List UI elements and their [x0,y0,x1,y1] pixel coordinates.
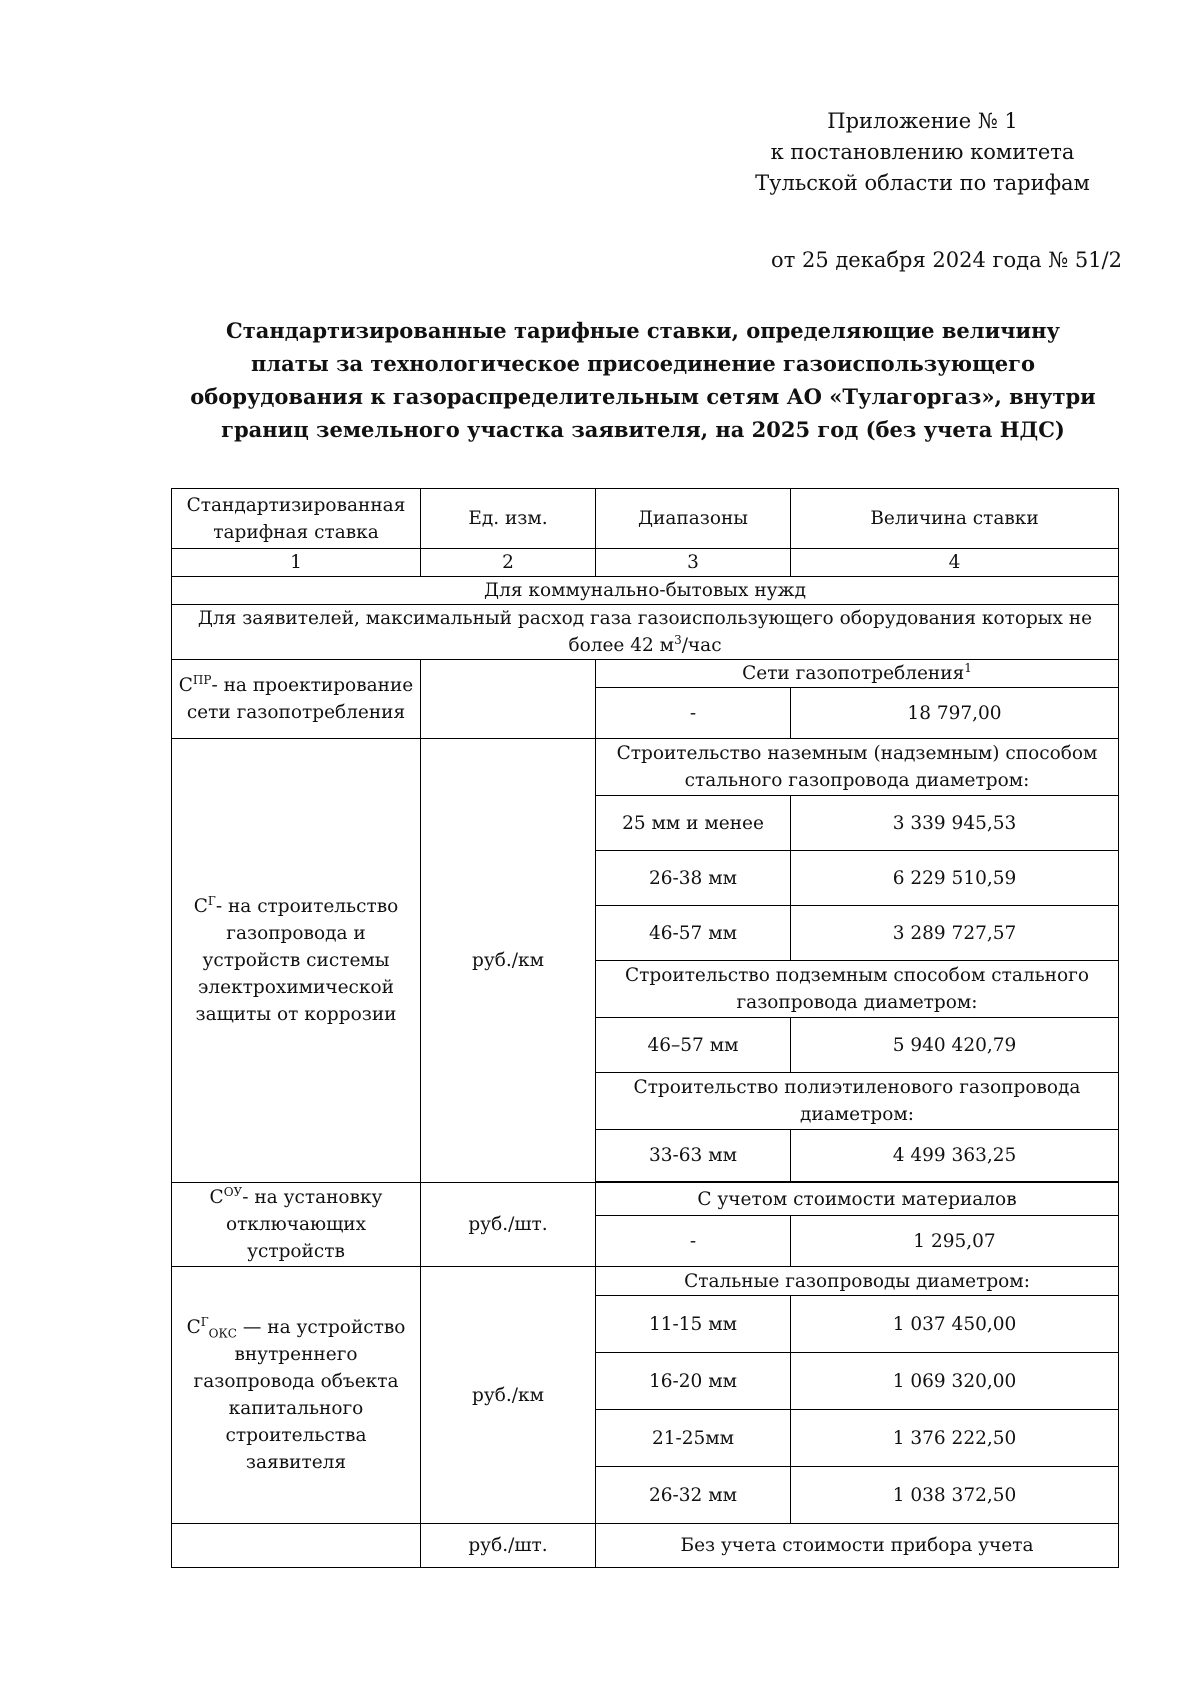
group-label: Сети газопотребления [742,663,965,684]
col-number-4: 4 [791,549,1119,577]
title-line-4: границ земельного участка заявителя, на 2025 год (без учета НДС) [221,417,1065,442]
unit-cg: руб./км [421,739,596,1183]
value-cell: 1 295,07 [791,1216,1119,1267]
table-row [172,660,1119,688]
document-title [160,314,1126,446]
subsection-unit-tail: /час [681,635,722,656]
title-line-1: Стандартизированные тарифные ставки, определяющие величину [226,318,1060,343]
range-cell: 11-15 мм [596,1296,791,1353]
rate-superscript: ОУ [223,1184,243,1199]
header-rate: Стандартизированная тарифная ставка [172,489,421,549]
appendix-number: Приложение № 1 [827,109,1018,133]
value-cell: 1 038 372,50 [791,1467,1119,1524]
subsection-row [172,605,1119,660]
value-cell: 3 339 945,53 [791,796,1119,851]
range-cell: 16-20 мм [596,1353,791,1410]
rate-subscript: ОКС [208,1326,237,1341]
subsection-text: Для заявителей, максимальный расход газа газоиспользующего оборудования которых не более 42 м [197,608,1093,656]
value-cell: 18 797,00 [791,688,1119,739]
value-cell: 1 069 320,00 [791,1353,1119,1410]
rate-coks [172,1267,421,1524]
unit-last: руб./шт. [421,1524,596,1568]
range-cell: - [596,1216,791,1267]
rate-description: - на строительство газопровода и устройств системы электрохимической защиты от коррозии [195,896,399,1025]
rate-superscript: ПР [192,672,212,687]
range-cell: 25 мм и менее [596,796,791,851]
value-cell: 1 037 450,00 [791,1296,1119,1353]
group-last: Без учета стоимости прибора учета [596,1524,1119,1568]
range-cell: 26-38 мм [596,851,791,906]
table-row [172,1524,1119,1568]
header-range: Диапазоны [596,489,791,549]
title-line-2: платы за технологическое присоединение газоиспользующего [250,351,1036,376]
rate-description: — на устройство внутреннего газопровода объекта капитального строительства заявителя [193,1317,406,1473]
subsection-applicants [172,605,1119,660]
section-row [172,577,1119,605]
value-cell: 3 289 727,57 [791,906,1119,961]
group-cg-2: Строительство подземным способом стального газопровода диаметром: [596,961,1119,1018]
rate-symbol: С [186,1317,201,1338]
table-row [172,739,1119,796]
header-value: Величина ставки [791,489,1119,549]
rate-superscript: Г [200,1314,209,1329]
rate-superscript: Г [207,893,216,908]
tariff-table [171,488,1119,1568]
rate-symbol: С [178,675,193,696]
rate-empty-cell [172,1524,421,1568]
range-cell: 26-32 мм [596,1467,791,1524]
unit-coks: руб./км [421,1267,596,1524]
table-header-row [172,489,1119,549]
appendix-header [700,106,1145,199]
appendix-committee: Тульской области по тарифам [755,171,1090,195]
rate-cou [172,1183,421,1267]
range-cell: 21-25мм [596,1410,791,1467]
appendix-resolution: к постановлению комитета [770,140,1075,164]
section-household: Для коммунально-бытовых нужд [172,577,1119,605]
rate-cpr [172,660,421,739]
group-cg-3: Строительство полиэтиленового газопровода диаметром: [596,1073,1119,1130]
rate-description: - на установку отключающих устройств [225,1187,383,1262]
rate-description: - на проектирование сети газопотребления [186,675,414,723]
group-cpr [596,660,1119,688]
range-cell: - [596,688,791,739]
header-unit: Ед. изм. [421,489,596,549]
col-number-2: 2 [421,549,596,577]
table-row [172,1183,1119,1216]
resolution-date: от 25 декабря 2024 года № 51/2 [771,248,1122,272]
rate-cg [172,739,421,1183]
value-cell: 6 229 510,59 [791,851,1119,906]
group-cou: С учетом стоимости материалов [596,1183,1119,1216]
group-cg-1: Строительство наземным (надземным) способом стального газопровода диаметром: [596,739,1119,796]
table-number-row [172,549,1119,577]
value-cell: 5 940 420,79 [791,1018,1119,1073]
rate-symbol: С [209,1187,224,1208]
subsection-superscript: 3 [674,632,682,647]
table-row [172,1267,1119,1296]
unit-cou: руб./шт. [421,1183,596,1267]
value-cell: 4 499 363,25 [791,1130,1119,1182]
range-cell: 46-57 мм [596,906,791,961]
rate-symbol: С [193,896,208,917]
unit-cpr [421,660,596,739]
col-number-1: 1 [172,549,421,577]
range-cell: 33-63 мм [596,1130,791,1182]
footnote-marker: 1 [964,660,972,675]
range-cell: 46–57 мм [596,1018,791,1073]
value-cell: 1 376 222,50 [791,1410,1119,1467]
title-line-3: оборудования к газораспределительным сетям АО «Тулагоргаз», внутри [190,384,1096,409]
group-coks: Стальные газопроводы диаметром: [596,1267,1119,1296]
col-number-3: 3 [596,549,791,577]
